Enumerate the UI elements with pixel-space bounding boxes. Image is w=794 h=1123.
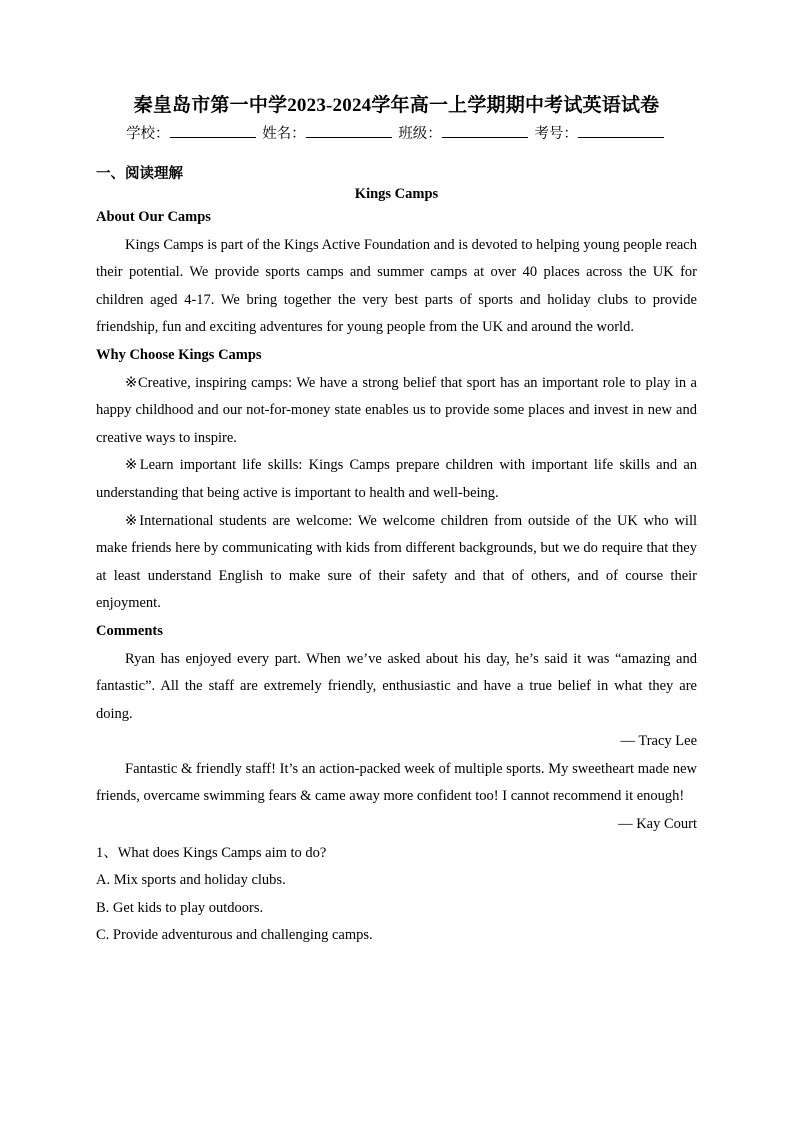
passage-title: Kings Camps — [354, 186, 439, 202]
exam-title: 秦皇岛市第一中学2023-2024学年高一上学期期中考试英语试卷 — [133, 95, 660, 116]
name-blank[interactable] — [306, 123, 392, 138]
section-heading: 一、阅读理解 — [96, 166, 183, 182]
comment-author: — Kay Court — [618, 816, 697, 833]
option-a[interactable]: A. Mix sports and holiday clubs. — [96, 872, 286, 889]
class-blank[interactable] — [442, 123, 528, 138]
comment-author: — Tracy Lee — [620, 733, 697, 750]
exam-number-blank[interactable] — [578, 123, 664, 138]
question-stem: 1、What does Kings Camps aim to do? — [96, 844, 327, 861]
exam-number-label: 考号： — [534, 126, 578, 142]
why-heading: Why Choose Kings Camps — [96, 346, 262, 363]
why-item-international: ※International students are welcome: We welcome children from outside of the UK who will make friends here by communicating with kids from different backgrounds, but we do require that they at least understand English to make sure of their safety and that of others, and of course their enjoyment. — [96, 512, 697, 612]
comment-text: Ryan has enjoyed every part. When we’ve asked about his day, he’s said it was “amazing and fantastic”. All the staff are extremely friendly, enthusiastic and have a true belief in what they are doing. — [96, 650, 697, 722]
exam-page — [96, 94, 697, 950]
option-c[interactable]: C. Provide adventurous and challenging camps. — [96, 927, 373, 944]
comments-heading: Comments — [96, 622, 163, 639]
school-blank[interactable] — [170, 123, 256, 138]
option-b[interactable]: B. Get kids to play outdoors. — [96, 899, 264, 916]
student-info-fields — [96, 123, 697, 144]
about-paragraph: Kings Camps is part of the Kings Active Foundation and is devoted to helping young people reach their potential. We provide sports camps and summer camps at over 40 places across the UK for children aged 4-17. We bring together the very best parts of sports and holiday clubs to provide friendship, fun and exciting adventures for young people from the UK and around the world. — [96, 236, 697, 336]
comment-text: Fantastic & friendly staff! It’s an action-packed week of multiple sports. My sweetheart made new friends, overcame swimming fears & came away more confident too! I cannot recommend it enough! — [96, 760, 697, 805]
why-item-life-skills: ※Learn important life skills: Kings Camps prepare children with important life skills and an understanding that being active is important to health and well-being. — [96, 457, 697, 501]
school-label: 学校： — [126, 126, 170, 142]
class-label: 班级： — [398, 126, 442, 142]
about-heading: About Our Camps — [96, 209, 211, 225]
why-item-creative: ※Creative, inspiring camps: We have a strong belief that sport has an important role to play in a happy childhood and our not-for-money state enables us to provide some places and invest in new and creative ways to inspire. — [96, 374, 697, 446]
name-label: 姓名： — [262, 126, 306, 142]
